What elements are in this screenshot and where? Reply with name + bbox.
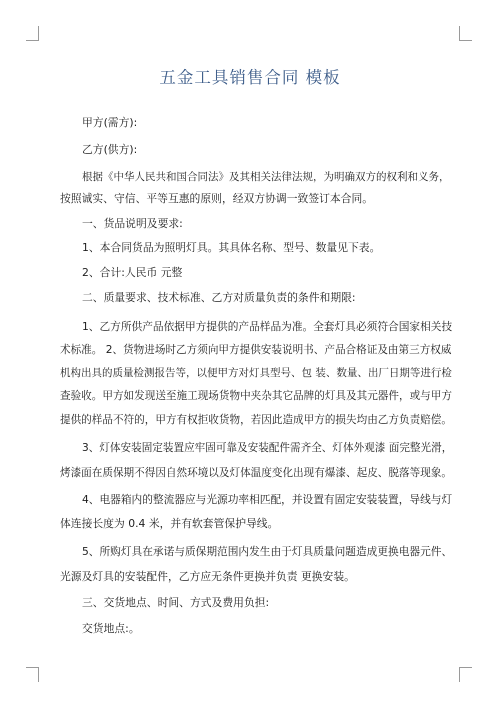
clause-2-line-4: 查验收。甲方如发现送至施工现场货物中夹杂其它品牌的灯具及其元器件，或与甲方 [60,390,452,402]
preamble-line-2: 按照诚实、守信、平等互惠的原则，经双方协调一致签订本合同。 [60,192,374,205]
delivery-location-label: 交货地点:。 [82,622,140,635]
clause-3-line-1: 3、灯体安装固定装置应牢固可靠及安装配件需齐全、灯体外观漆 面完整光滑， [82,442,453,454]
party-a-label: 甲方(需方): [82,116,138,129]
clause-2-line-5: 提供的样品不符的，甲方有权拒收货物，若因此造成甲方的损失均由乙方负责赔偿。 [60,414,452,426]
clause-4-line-2: 体连接长度为 0.4 米，并有软套管保护导线。 [60,517,279,530]
crop-mark-top-right [459,26,472,41]
crop-mark-bottom-left [26,667,39,682]
clause-5-line-1: 5、所购灯具在承诺与质保期范围内发生由于灯具质量问题造成更换电器元件、 [82,545,453,558]
section-heading-2: 二、质量要求、技术标准、乙方对质量负责的条件和期限: [82,291,356,304]
preamble-line-1: 根据《中华人民共和国合同法》及其相关法律法规，为明确双方的权利和义务， [82,171,450,183]
crop-mark-top-left [26,26,39,41]
clause-2-line-3: 机构出具的质量检测报告等，以便甲方对灯具型号、包 装、数量、出厂日期等进行检 [60,367,452,379]
section-heading-1: 一、货品说明及要求: [82,217,183,230]
clause-2-line-1: 1、乙方所供产品依据甲方提供的产品样品为准。全套灯具必须符合国家相关技 [82,320,453,333]
clause-1-1: 1、本合同货品为照明灯具。其具体名称、型号、数量见下表。 [82,241,381,254]
clause-5-line-2: 光源及灯具的安装配件，乙方应无条件更换并负责 更换安装。 [60,570,355,583]
clause-4-line-1: 4、电器箱内的整流器应与光源功率相匹配，并设置有固定安装装置，导线与灯 [82,493,453,506]
clause-3-line-2: 烤漆面在质保期不得因自然环境以及灯体温度变化出现有爆漆、起皮、脱落等现象。 [60,467,452,479]
crop-mark-bottom-right [459,667,472,682]
clause-2-line-2: 术标准。 2、货物进场时乙方须向甲方提供安装说明书、产品合格证及由第三方权威 [60,344,452,356]
clause-1-2: 2、合计:人民币 元整 [82,266,183,279]
party-b-label: 乙方(供方): [82,143,138,156]
section-heading-3: 三、交货地点、时间、方式及费用负担: [82,596,270,609]
document-title: 五金工具销售合同 模板 [159,68,341,87]
